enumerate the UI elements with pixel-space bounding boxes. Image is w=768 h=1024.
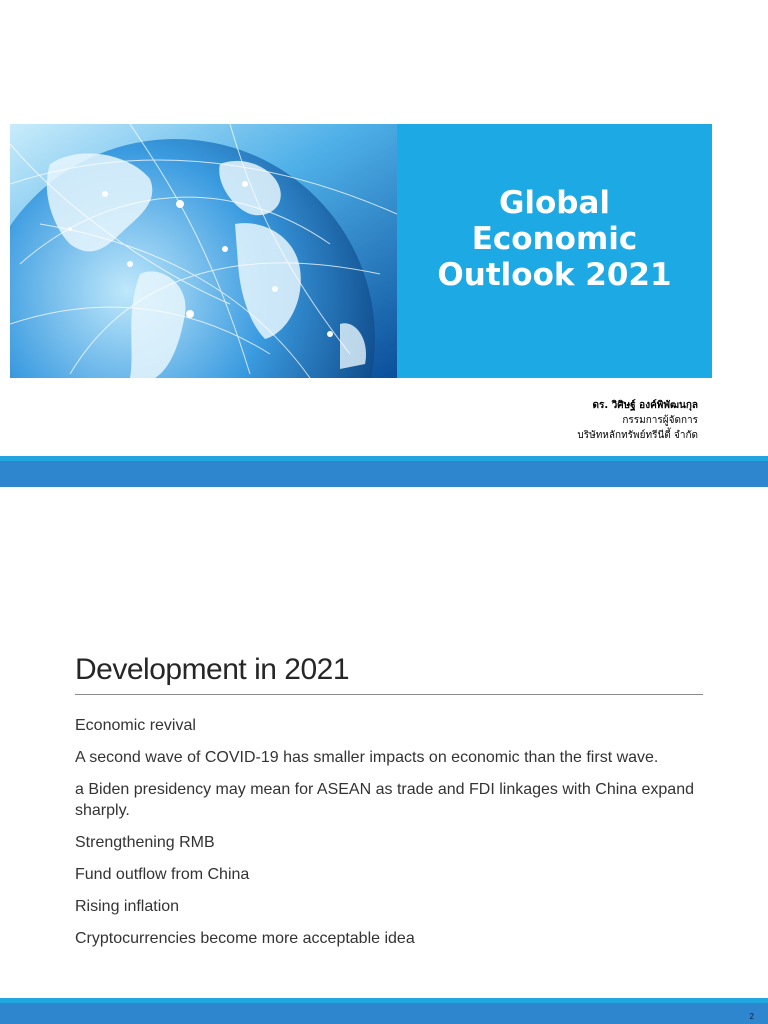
slide-footer-band	[0, 456, 768, 487]
title-divider	[75, 694, 703, 695]
presenter-info	[398, 398, 698, 443]
slide-title	[410, 185, 700, 293]
title-line-1: Global	[498, 185, 611, 221]
bullet-list	[75, 715, 695, 960]
list-item: Cryptocurrencies become more acceptable idea	[75, 930, 415, 947]
list-item: Rising inflation	[75, 898, 180, 915]
presenter-role: กรรมการผู้จัดการ	[622, 415, 698, 426]
section-title: Development in 2021	[75, 653, 350, 686]
presenter-company: บริษัทหลักทรัพย์ทรีนีตี้ จำกัด	[577, 430, 698, 441]
presenter-name: ดร. วิศิษฐ์ องค์พิพัฒนกุล	[592, 400, 698, 411]
page-number: 2	[749, 1012, 754, 1021]
slide-footer-band	[0, 998, 768, 1024]
list-item: Economic revival	[75, 717, 196, 734]
title-line-2: Economic	[471, 221, 638, 257]
list-item: Strengthening RMB	[75, 834, 215, 851]
list-item: A second wave of COVID-19 has smaller impacts on economic than the first wave.	[75, 749, 659, 766]
list-item: a Biden presidency may mean for ASEAN as trade and FDI linkages with China expand sharply.	[75, 781, 694, 819]
globe-network-image	[10, 124, 397, 378]
title-line-3: Outlook 2021	[437, 257, 672, 293]
title-box	[397, 124, 712, 378]
list-item: Fund outflow from China	[75, 866, 250, 883]
